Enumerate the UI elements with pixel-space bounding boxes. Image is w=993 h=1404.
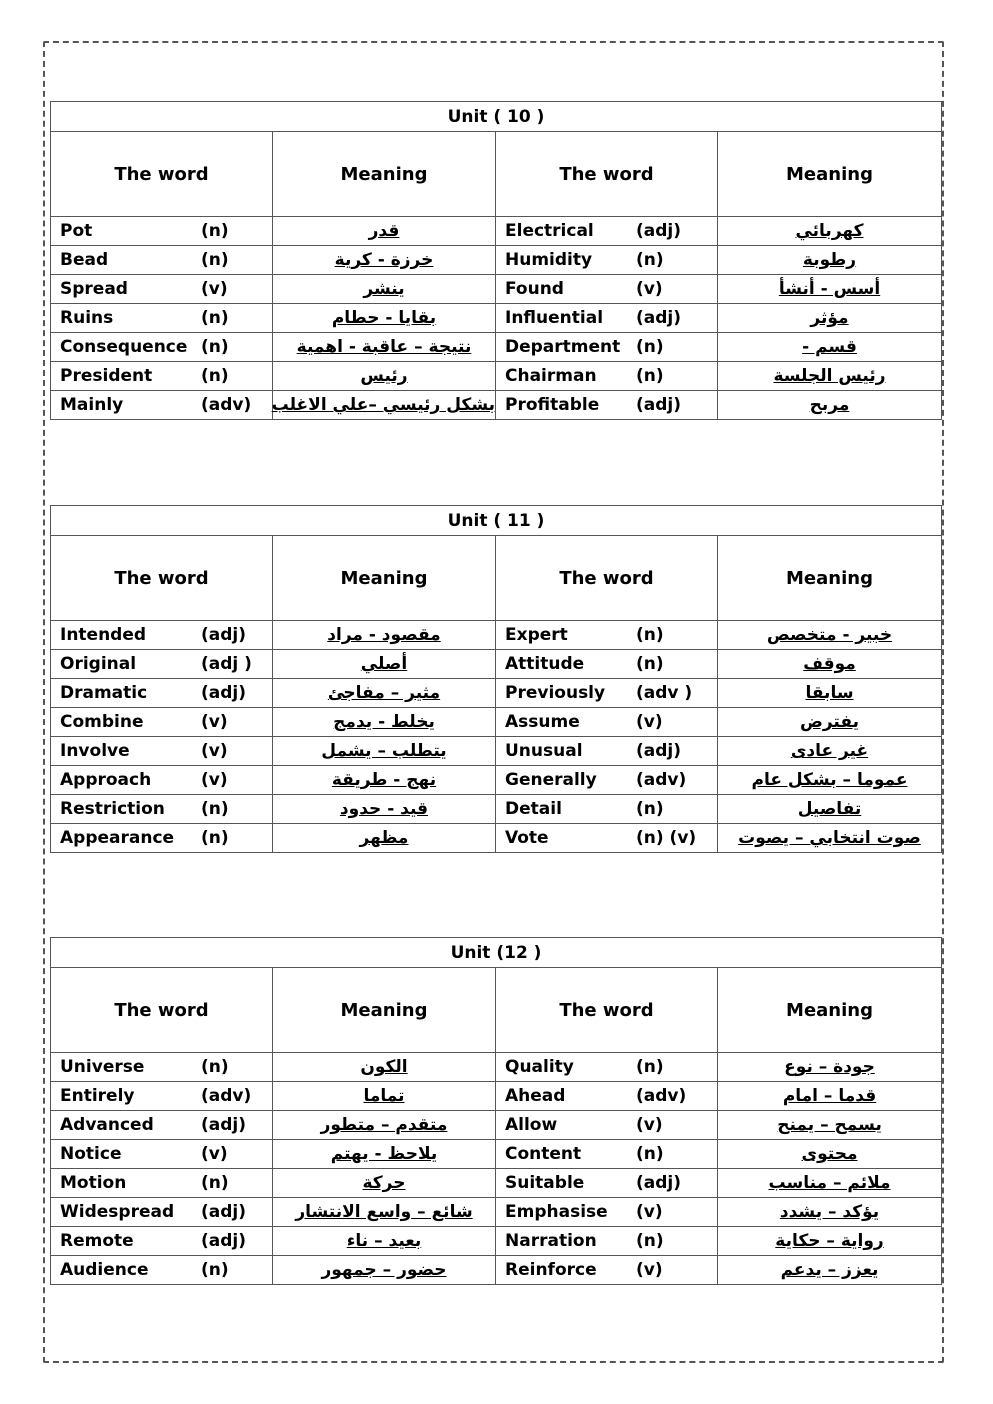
table-row (51, 1198, 942, 1227)
meaning: بعيد – ناء (273, 1227, 496, 1256)
table-row (51, 1256, 942, 1285)
word-cell (496, 1140, 718, 1169)
table-row (51, 737, 942, 766)
part-of-speech: (n) (201, 799, 229, 819)
word: Assume (505, 712, 580, 732)
part-of-speech: (adv) (201, 395, 252, 415)
word: Advanced (60, 1115, 154, 1135)
word: Appearance (60, 828, 175, 848)
word-cell (51, 1140, 273, 1169)
word-cell (51, 1082, 273, 1111)
meaning: خرزة - كرية (273, 246, 496, 275)
meaning: قدر (273, 217, 496, 246)
part-of-speech: (adv) (636, 770, 687, 790)
meaning: يؤكد – يشدد (718, 1198, 942, 1227)
part-of-speech: (n) (636, 799, 664, 819)
table-row (51, 275, 942, 304)
word: Dramatic (60, 683, 148, 703)
part-of-speech: (adv) (636, 1086, 687, 1106)
word-cell (51, 1111, 273, 1140)
part-of-speech: (adj) (201, 625, 247, 645)
word-cell (51, 1169, 273, 1198)
part-of-speech: (v) (636, 712, 663, 732)
word-cell (496, 246, 718, 275)
word-cell (51, 1053, 273, 1082)
word-cell (496, 1111, 718, 1140)
word-cell (51, 1256, 273, 1285)
table-row (51, 217, 942, 246)
word-cell (496, 708, 718, 737)
word-cell (496, 217, 718, 246)
meaning: قسم - (718, 333, 942, 362)
word-cell (51, 391, 273, 420)
part-of-speech: (adv ) (636, 683, 693, 703)
meaning: رطوبة (718, 246, 942, 275)
header-meaning: Meaning (718, 132, 942, 217)
word-cell (51, 824, 273, 853)
meaning: مثير – مفاجئ (273, 679, 496, 708)
unit-11-table (50, 505, 942, 853)
word: Bead (60, 250, 109, 270)
part-of-speech: (adj) (636, 221, 682, 241)
table-row (51, 621, 942, 650)
meaning: مظهر (273, 824, 496, 853)
table-row (51, 333, 942, 362)
word: Unusual (505, 741, 583, 761)
word-cell (51, 766, 273, 795)
word: Entirely (60, 1086, 135, 1106)
word: Restriction (60, 799, 165, 819)
meaning: نهج - طريقة (273, 766, 496, 795)
word-cell (51, 246, 273, 275)
part-of-speech: (n) (636, 250, 664, 270)
meaning: أصلي (273, 650, 496, 679)
meaning: قدما – امام (718, 1082, 942, 1111)
header-meaning: Meaning (273, 536, 496, 621)
meaning: مربح (718, 391, 942, 420)
meaning: جودة – نوع (718, 1053, 942, 1082)
word-cell (496, 333, 718, 362)
meaning: أسس - أنشأ (718, 275, 942, 304)
word: Humidity (505, 250, 593, 270)
header-word: The word (496, 132, 718, 217)
word: Expert (505, 625, 568, 645)
table-row (51, 650, 942, 679)
table-row (51, 679, 942, 708)
word-cell (496, 766, 718, 795)
part-of-speech: (n) (201, 250, 229, 270)
unit-title: Unit ( 10 ) (51, 102, 942, 132)
word-cell (496, 650, 718, 679)
word: Allow (505, 1115, 558, 1135)
word-cell (51, 650, 273, 679)
word-cell (51, 621, 273, 650)
word: Department (505, 337, 621, 357)
part-of-speech: (v) (201, 770, 228, 790)
meaning: غير عادى (718, 737, 942, 766)
word-cell (51, 1198, 273, 1227)
word-cell (496, 737, 718, 766)
meaning: بقايا - حطام (273, 304, 496, 333)
word: Original (60, 654, 137, 674)
table-row (51, 708, 942, 737)
word: Suitable (505, 1173, 585, 1193)
meaning: حضور – جمهور (273, 1256, 496, 1285)
part-of-speech: (v) (636, 279, 663, 299)
meaning: رئيس الجلسة (718, 362, 942, 391)
meaning: رئيس (273, 362, 496, 391)
word-cell (496, 1053, 718, 1082)
meaning: الكون (273, 1053, 496, 1082)
meaning: حركة (273, 1169, 496, 1198)
header-word: The word (51, 132, 273, 217)
word: Audience (60, 1260, 149, 1280)
part-of-speech: (n) (636, 1057, 664, 1077)
header-meaning: Meaning (273, 132, 496, 217)
word-cell (496, 362, 718, 391)
word: Profitable (505, 395, 600, 415)
word: Quality (505, 1057, 574, 1077)
meaning: رواية – حكاية (718, 1227, 942, 1256)
meaning: تماما (273, 1082, 496, 1111)
word: Influential (505, 308, 604, 328)
word: Detail (505, 799, 562, 819)
header-word: The word (496, 968, 718, 1053)
table-row (51, 1140, 942, 1169)
word: Chairman (505, 366, 597, 386)
part-of-speech: (v) (201, 741, 228, 761)
word: Previously (505, 683, 606, 703)
table-row (51, 1082, 942, 1111)
word-cell (496, 679, 718, 708)
part-of-speech: (n) (636, 1144, 664, 1164)
part-of-speech: (n) (636, 337, 664, 357)
part-of-speech: (adj) (636, 741, 682, 761)
unit-title: Unit (12 ) (51, 938, 942, 968)
meaning: خبير - متخصص (718, 621, 942, 650)
header-word: The word (51, 968, 273, 1053)
part-of-speech: (adj) (201, 683, 247, 703)
meaning: ملائم – مناسب (718, 1169, 942, 1198)
word: Combine (60, 712, 144, 732)
meaning: يلاحظ - يهتم (273, 1140, 496, 1169)
word-cell (51, 795, 273, 824)
meaning: يسمح – يمنح (718, 1111, 942, 1140)
word: Motion (60, 1173, 127, 1193)
part-of-speech: (v) (636, 1260, 663, 1280)
header-meaning: Meaning (273, 968, 496, 1053)
table-row (51, 1053, 942, 1082)
meaning: تفاصيل (718, 795, 942, 824)
word-cell (496, 1169, 718, 1198)
table-row (51, 304, 942, 333)
header-word: The word (496, 536, 718, 621)
meaning: عموما – بشكل عام (718, 766, 942, 795)
word-cell (496, 1082, 718, 1111)
unit-title: Unit ( 11 ) (51, 506, 942, 536)
meaning: نتيجة – عاقبة - اهمية (273, 333, 496, 362)
meaning: بشكل رئيسي –علي الاغلب (273, 391, 496, 420)
table-row (51, 362, 942, 391)
word-cell (496, 391, 718, 420)
meaning: شائع – واسع الانتشار (273, 1198, 496, 1227)
unit-12-table (50, 937, 942, 1285)
header-word: The word (51, 536, 273, 621)
word: Electrical (505, 221, 594, 241)
word-cell (496, 304, 718, 333)
header-meaning: Meaning (718, 968, 942, 1053)
word-cell (496, 1227, 718, 1256)
word-cell (496, 1198, 718, 1227)
part-of-speech: (adv) (201, 1086, 252, 1106)
table-row (51, 795, 942, 824)
part-of-speech: (n) (201, 366, 229, 386)
word: President (60, 366, 153, 386)
word: Pot (60, 221, 93, 241)
part-of-speech: (n) (201, 1260, 229, 1280)
meaning: موقف (718, 650, 942, 679)
word: Reinforce (505, 1260, 597, 1280)
table-row (51, 1227, 942, 1256)
part-of-speech: (adj) (201, 1115, 247, 1135)
word: Consequence (60, 337, 188, 357)
word: Universe (60, 1057, 145, 1077)
part-of-speech: (adj) (636, 1173, 682, 1193)
meaning: مقصود - مراد (273, 621, 496, 650)
word: Narration (505, 1231, 597, 1251)
word-cell (51, 217, 273, 246)
word: Attitude (505, 654, 585, 674)
meaning: يعزز – يدعم (718, 1256, 942, 1285)
table-row (51, 1111, 942, 1140)
part-of-speech: (adj) (636, 395, 682, 415)
table-row (51, 1169, 942, 1198)
part-of-speech: (n) (636, 366, 664, 386)
meaning: يتطلب – يشمل (273, 737, 496, 766)
part-of-speech: (v) (201, 279, 228, 299)
header-meaning: Meaning (718, 536, 942, 621)
part-of-speech: (adj) (201, 1202, 247, 1222)
table-row (51, 766, 942, 795)
part-of-speech: (n) (636, 654, 664, 674)
part-of-speech: (n) (636, 1231, 664, 1251)
part-of-speech: (n) (201, 1057, 229, 1077)
part-of-speech: (n) (201, 337, 229, 357)
meaning: قيد - حدود (273, 795, 496, 824)
word: Widespread (60, 1202, 175, 1222)
word: Mainly (60, 395, 124, 415)
word: Emphasise (505, 1202, 608, 1222)
table-row (51, 391, 942, 420)
part-of-speech: (v) (636, 1202, 663, 1222)
word-cell (51, 362, 273, 391)
table-row (51, 246, 942, 275)
word-cell (51, 708, 273, 737)
word-cell (496, 824, 718, 853)
meaning: متقدم – متطور (273, 1111, 496, 1140)
part-of-speech: (n) (201, 308, 229, 328)
word: Notice (60, 1144, 122, 1164)
word: Vote (505, 828, 549, 848)
word-cell (496, 1256, 718, 1285)
word-cell (51, 1227, 273, 1256)
meaning: سابقا (718, 679, 942, 708)
part-of-speech: (n) (v) (636, 828, 697, 848)
word-cell (496, 795, 718, 824)
part-of-speech: (n) (201, 221, 229, 241)
part-of-speech: (v) (201, 1144, 228, 1164)
meaning: مؤثر (718, 304, 942, 333)
word: Involve (60, 741, 130, 761)
word: Content (505, 1144, 582, 1164)
word: Intended (60, 625, 147, 645)
word-cell (51, 679, 273, 708)
word: Ahead (505, 1086, 566, 1106)
part-of-speech: (adj ) (201, 654, 252, 674)
word-cell (51, 737, 273, 766)
meaning: صوت انتخابي – يصوت (718, 824, 942, 853)
part-of-speech: (n) (201, 828, 229, 848)
word-cell (51, 275, 273, 304)
part-of-speech: (n) (636, 625, 664, 645)
part-of-speech: (v) (636, 1115, 663, 1135)
part-of-speech: (v) (201, 712, 228, 732)
table-row (51, 824, 942, 853)
word: Remote (60, 1231, 134, 1251)
word: Approach (60, 770, 152, 790)
word: Generally (505, 770, 597, 790)
meaning: محتوى (718, 1140, 942, 1169)
meaning: ينشر (273, 275, 496, 304)
unit-10-table (50, 101, 942, 420)
meaning: يفترض (718, 708, 942, 737)
part-of-speech: (adj) (636, 308, 682, 328)
meaning: كهربائي (718, 217, 942, 246)
part-of-speech: (adj) (201, 1231, 247, 1251)
word-cell (496, 621, 718, 650)
part-of-speech: (n) (201, 1173, 229, 1193)
word: Ruins (60, 308, 114, 328)
word-cell (496, 275, 718, 304)
word: Spread (60, 279, 128, 299)
meaning: يخلط - يدمج (273, 708, 496, 737)
word: Found (505, 279, 564, 299)
word-cell (51, 333, 273, 362)
word-cell (51, 304, 273, 333)
